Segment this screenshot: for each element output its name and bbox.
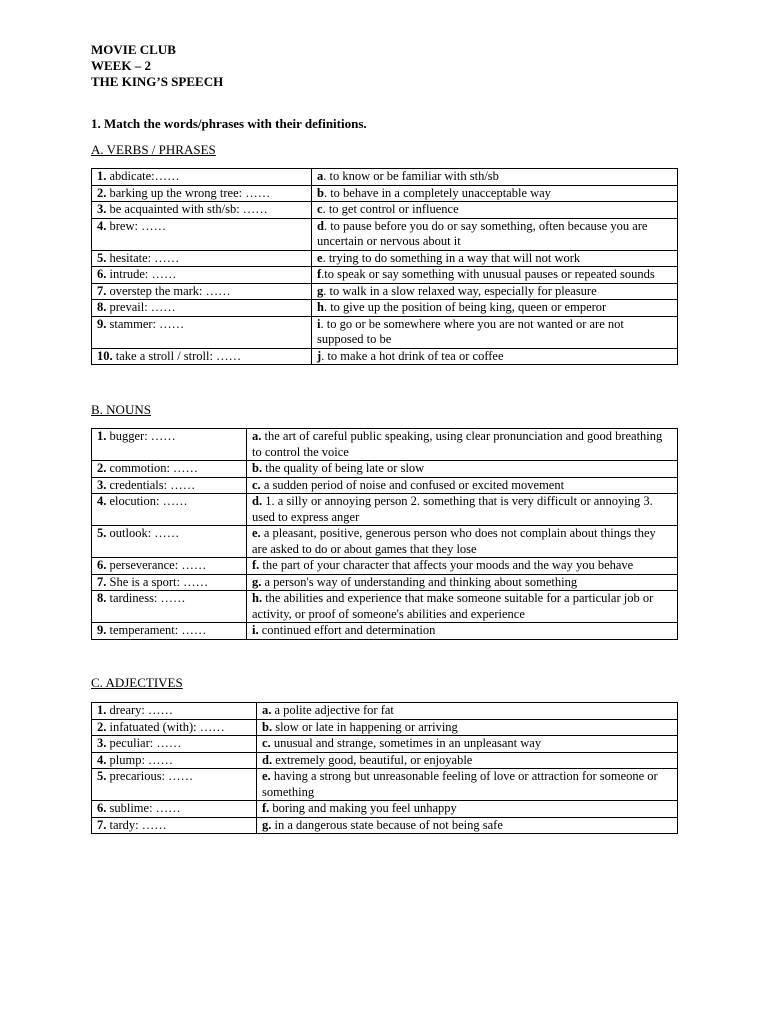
- term-cell: [92, 169, 312, 186]
- definition-text: . to go or be somewhere where you are not wanted or are not supposed to be: [317, 316, 624, 346]
- table-row: [92, 623, 678, 640]
- definition-cell: [312, 283, 678, 300]
- table-row: [92, 348, 678, 365]
- definition-letter: d: [317, 218, 324, 233]
- term-text: tardy: ……: [106, 817, 167, 832]
- definition-letter: a.: [252, 429, 262, 443]
- definition-text: having a strong but unreasonable feeling of love or attraction for someone or something: [262, 769, 658, 799]
- term-text: brew: ……: [106, 218, 167, 233]
- definition-cell: [257, 736, 678, 753]
- definition-cell: [247, 574, 678, 591]
- term-cell: [92, 300, 312, 317]
- definition-cell: [247, 623, 678, 640]
- item-number: 4.: [97, 752, 107, 767]
- table-row: [92, 703, 678, 720]
- definition-cell: [247, 477, 678, 494]
- term-cell: [92, 348, 312, 365]
- term-text: temperament: ……: [106, 623, 207, 637]
- term-text: tardiness: ……: [106, 591, 186, 605]
- term-cell: [92, 218, 312, 250]
- definition-cell: [312, 267, 678, 284]
- term-cell: [92, 494, 247, 526]
- item-number: 6.: [97, 267, 107, 281]
- item-number: 1.: [97, 169, 107, 183]
- table-row: [92, 169, 678, 186]
- definition-letter: e.: [252, 526, 261, 540]
- table-row: [92, 558, 678, 575]
- definition-letter: h: [317, 300, 324, 314]
- term-text: She is a sport: ……: [106, 574, 209, 589]
- definition-text: . to walk in a slow relaxed way, especially for pleasure: [323, 283, 597, 298]
- definition-text: a sudden period of noise and confused or excited movement: [260, 477, 565, 492]
- definition-letter: e.: [262, 769, 271, 783]
- table-row: [92, 250, 678, 267]
- term-cell: [92, 817, 257, 834]
- item-number: 4.: [97, 218, 107, 233]
- item-number: 1.: [97, 703, 107, 717]
- definition-letter: e: [317, 250, 323, 265]
- verbs-table: [91, 168, 678, 365]
- term-text: overstep the mark: ……: [106, 283, 231, 298]
- definition-letter: b: [317, 185, 324, 200]
- definition-text: a polite adjective for fat: [271, 703, 394, 717]
- term-cell: [92, 526, 247, 558]
- item-number: 2.: [97, 461, 107, 475]
- term-text: credentials: ……: [106, 477, 196, 492]
- definition-text: a pleasant, positive, generous person who does not complain about things they are asked to do or about games that they lose: [252, 526, 656, 556]
- definition-text: boring and making you feel unhappy: [269, 801, 457, 815]
- definition-letter: i: [317, 316, 321, 331]
- item-number: 1.: [97, 429, 107, 443]
- table-row: [92, 316, 678, 348]
- table-row: [92, 477, 678, 494]
- definition-letter: h.: [252, 591, 263, 605]
- definition-cell: [247, 429, 678, 461]
- document-header: [91, 42, 223, 90]
- definition-cell: [257, 703, 678, 720]
- definition-cell: [247, 494, 678, 526]
- term-text: elocution: ……: [106, 494, 188, 508]
- definition-text: . to pause before you do or say something, often because you are uncertain or nervous about it: [317, 218, 648, 248]
- definition-letter: f: [317, 267, 322, 281]
- item-number: 2.: [97, 185, 107, 200]
- definition-letter: f.: [252, 558, 260, 572]
- definition-cell: [257, 719, 678, 736]
- definition-cell: [312, 218, 678, 250]
- item-number: 4.: [97, 494, 107, 508]
- term-text: bugger: ……: [106, 429, 176, 443]
- definition-letter: g.: [252, 574, 262, 589]
- term-cell: [92, 623, 247, 640]
- definition-cell: [312, 300, 678, 317]
- term-cell: [92, 185, 312, 202]
- term-text: infatuated (with): ……: [106, 719, 225, 734]
- term-text: outlook: ……: [106, 526, 180, 540]
- table-row: [92, 300, 678, 317]
- term-cell: [92, 558, 247, 575]
- term-text: dreary: ……: [106, 703, 174, 717]
- table-row: [92, 591, 678, 623]
- term-text: stammer: ……: [106, 316, 185, 331]
- term-text: commotion: ……: [106, 461, 199, 475]
- definition-text: the abilities and experience that make someone suitable for a particular job or activity, or proof of someone's abilities and experience: [252, 591, 654, 621]
- term-text: perseverance: ……: [106, 558, 207, 572]
- item-number: 2.: [97, 719, 107, 734]
- definition-text: the quality of being late or slow: [262, 461, 425, 475]
- table-row: [92, 429, 678, 461]
- definition-letter: g.: [262, 817, 272, 832]
- term-text: hesitate: ……: [106, 250, 180, 265]
- term-text: abdicate:……: [106, 169, 180, 183]
- table-row: [92, 769, 678, 801]
- table-row: [92, 494, 678, 526]
- definition-letter: d.: [252, 494, 263, 508]
- term-text: barking up the wrong tree: ……: [106, 185, 271, 200]
- table-row: [92, 801, 678, 818]
- definition-cell: [247, 591, 678, 623]
- term-text: take a stroll / stroll: ……: [112, 348, 242, 363]
- item-number: 5.: [97, 526, 107, 540]
- definition-text: continued effort and determination: [258, 623, 436, 637]
- term-text: intrude: ……: [106, 267, 177, 281]
- definition-text: .to speak or say something with unusual pauses or repeated sounds: [321, 267, 655, 281]
- table-row: [92, 719, 678, 736]
- table-row: [92, 526, 678, 558]
- term-cell: [92, 250, 312, 267]
- section-heading-verbs: A. VERBS / PHRASES: [91, 142, 216, 157]
- item-number: 9.: [97, 623, 107, 637]
- definition-letter: g: [317, 283, 324, 298]
- term-cell: [92, 429, 247, 461]
- week-label: WEEK – 2: [91, 58, 151, 73]
- term-cell: [92, 719, 257, 736]
- definition-cell: [247, 558, 678, 575]
- club-title: MOVIE CLUB: [91, 42, 176, 57]
- term-cell: [92, 574, 247, 591]
- table-row: [92, 185, 678, 202]
- term-text: prevail: ……: [106, 300, 176, 314]
- term-text: precarious: ……: [106, 769, 194, 783]
- definition-text: the part of your character that affects your moods and the way you behave: [259, 558, 634, 572]
- definition-text: . to know or be familiar with sth/sb: [323, 169, 499, 183]
- definition-text: a person's way of understanding and thinking about something: [261, 574, 578, 589]
- term-cell: [92, 316, 312, 348]
- definition-text: unusual and strange, sometimes in an unpleasant way: [270, 736, 542, 750]
- definition-letter: i.: [252, 623, 259, 637]
- table-row: [92, 267, 678, 284]
- term-cell: [92, 769, 257, 801]
- definition-letter: c: [317, 202, 323, 216]
- table-row: [92, 736, 678, 753]
- table-row: [92, 752, 678, 769]
- definition-letter: c.: [262, 736, 271, 750]
- item-number: 3.: [97, 736, 107, 750]
- definition-letter: b.: [262, 719, 273, 734]
- nouns-table: [91, 428, 678, 640]
- item-number: 7.: [97, 283, 107, 298]
- item-number: 3.: [97, 477, 107, 492]
- definition-cell: [257, 801, 678, 818]
- definition-cell: [312, 348, 678, 365]
- term-cell: [92, 736, 257, 753]
- term-cell: [92, 591, 247, 623]
- definition-text: . to behave in a completely unacceptable way: [323, 185, 551, 200]
- movie-title: THE KING’S SPEECH: [91, 74, 224, 89]
- term-text: plump: ……: [106, 752, 174, 767]
- definition-text: . to give up the position of being king, queen or emperor: [323, 300, 607, 314]
- definition-cell: [257, 769, 678, 801]
- definition-cell: [247, 526, 678, 558]
- definition-text: . to get control or influence: [322, 202, 459, 216]
- item-number: 8.: [97, 300, 107, 314]
- definition-cell: [312, 250, 678, 267]
- table-row: [92, 218, 678, 250]
- term-cell: [92, 752, 257, 769]
- definition-cell: [257, 817, 678, 834]
- term-cell: [92, 477, 247, 494]
- item-number: 5.: [97, 250, 107, 265]
- item-number: 5.: [97, 769, 107, 783]
- item-number: 7.: [97, 574, 107, 589]
- table-row: [92, 283, 678, 300]
- term-cell: [92, 202, 312, 219]
- term-cell: [92, 283, 312, 300]
- table-row: [92, 817, 678, 834]
- term-cell: [92, 267, 312, 284]
- section-heading-adjectives: C. ADJECTIVES: [91, 675, 183, 690]
- definition-letter: f.: [262, 801, 270, 815]
- term-text: be acquainted with sth/sb: ……: [106, 202, 268, 216]
- definition-text: extremely good, beautiful, or enjoyable: [272, 752, 473, 767]
- table-row: [92, 202, 678, 219]
- definition-cell: [312, 316, 678, 348]
- definition-letter: b.: [252, 461, 263, 475]
- adjectives-table: [91, 702, 678, 834]
- definition-cell: [312, 185, 678, 202]
- term-text: peculiar: ……: [106, 736, 182, 750]
- definition-text: the art of careful public speaking, using clear pronunciation and good breathing to control the voice: [252, 429, 663, 459]
- item-number: 8.: [97, 591, 107, 605]
- definition-text: . to make a hot drink of tea or coffee: [321, 348, 504, 363]
- definition-letter: a: [317, 169, 324, 183]
- definition-letter: a.: [262, 703, 272, 717]
- table-row: [92, 461, 678, 478]
- term-text: sublime: ……: [106, 801, 181, 815]
- definition-cell: [312, 169, 678, 186]
- definition-text: . trying to do something in a way that will not work: [322, 250, 581, 265]
- definition-text: 1. a silly or annoying person 2. something that is very difficult or annoying 3. used to express anger: [252, 494, 653, 524]
- item-number: 10.: [97, 348, 113, 363]
- definition-cell: [312, 202, 678, 219]
- item-number: 3.: [97, 202, 107, 216]
- term-cell: [92, 801, 257, 818]
- definition-text: in a dangerous state because of not being safe: [271, 817, 503, 832]
- definition-letter: d.: [262, 752, 273, 767]
- term-cell: [92, 461, 247, 478]
- item-number: 6.: [97, 558, 107, 572]
- exercise-instruction: 1. Match the words/phrases with their definitions.: [91, 116, 367, 131]
- section-heading-nouns: B. NOUNS: [91, 402, 151, 417]
- item-number: 9.: [97, 316, 107, 331]
- item-number: 6.: [97, 801, 107, 815]
- definition-cell: [247, 461, 678, 478]
- definition-letter: c.: [252, 477, 261, 492]
- definition-cell: [257, 752, 678, 769]
- term-cell: [92, 703, 257, 720]
- definition-letter: j: [317, 348, 322, 363]
- definition-text: slow or late in happening or arriving: [272, 719, 458, 734]
- item-number: 7.: [97, 817, 107, 832]
- table-row: [92, 574, 678, 591]
